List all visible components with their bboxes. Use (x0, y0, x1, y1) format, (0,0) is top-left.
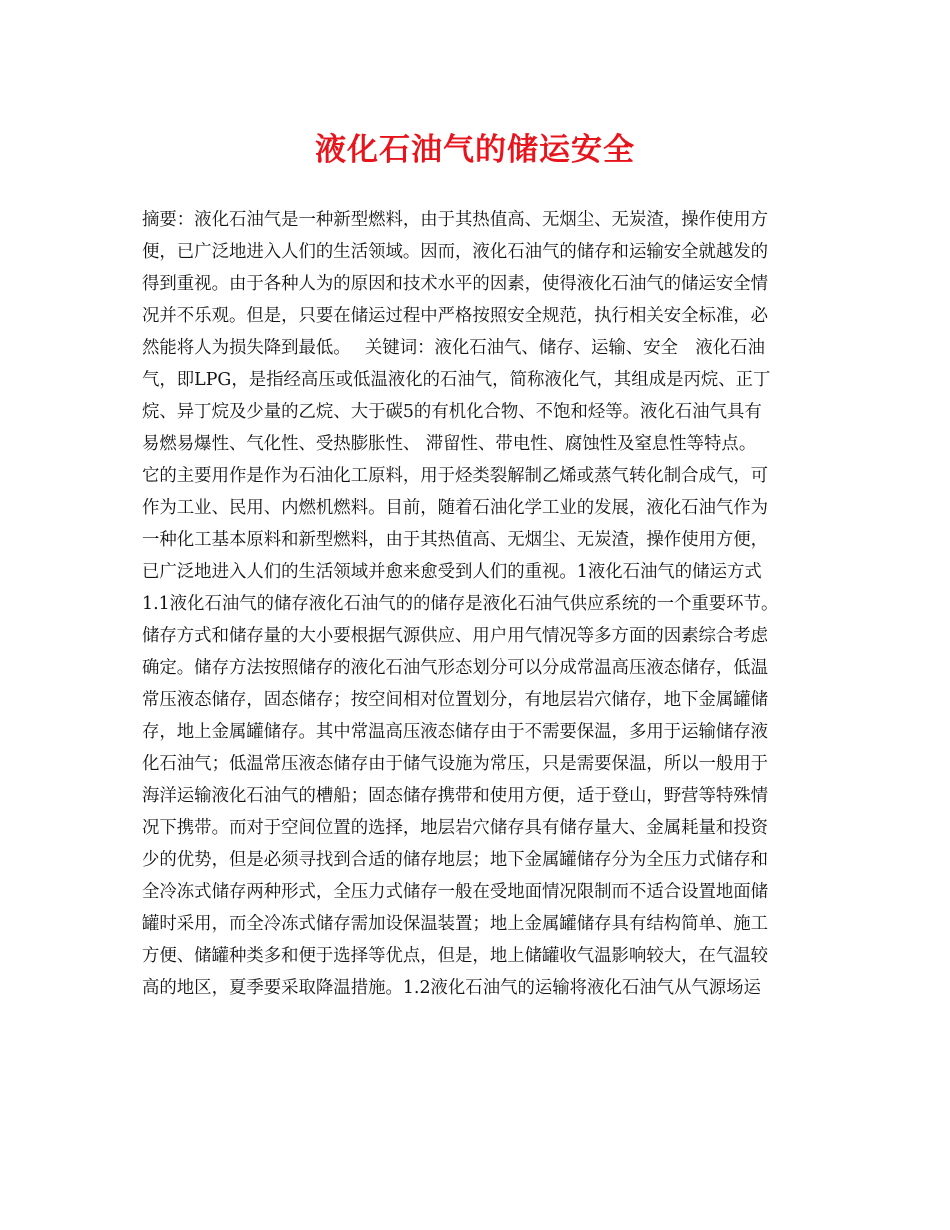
body-line: 已广泛地进入人们的生活领域并愈来愈受到人们的重视。1液化石油气的储运方式 (142, 562, 762, 582)
body-line: 摘要：液化石油气是一种新型燃料，由于其热值高、无烟尘、无炭渣，操作使用方 (142, 210, 769, 230)
body-line: 烷、异丁烷及少量的乙烷、大于碳5的有机化合物、不饱和烃等。液化石油气具有 (142, 402, 762, 422)
body-line: 海洋运输液化石油气的槽船；固态储存携带和使用方便，适于登山，野营等特殊情 (142, 786, 769, 806)
body-line: 常压液态储存，固态储存；按空间相对位置划分，有地层岩穴储存，地下金属罐储 (142, 690, 769, 710)
body-line: 储存方式和储存量的大小要根据气源供应、用户用气情况等多方面的因素综合考虑 (142, 626, 769, 646)
body-line: 少的优势，但是必须寻找到合适的储存地层；地下金属罐储存分为全压力式储存和 (142, 850, 769, 870)
body-line: 罐时采用，而全冷冻式储存需加设保温装置；地上金属罐储存具有结构简单、施工 (142, 914, 769, 934)
body-line: 况并不乐观。但是，只要在储运过程中严格按照安全规范，执行相关安全标准，必 (142, 306, 769, 326)
body-line: 化石油气；低温常压液态储存由于储气设施为常压，只是需要保温，所以一般用于 (142, 754, 769, 774)
document-title: 液化石油气的储运安全 (315, 132, 635, 168)
body-line: 存，地上金属罐储存。其中常温高压液态储存由于不需要保温，多用于运输储存液 (142, 722, 769, 742)
body-line: 全冷冻式储存两种形式，全压力式储存一般在受地面情况限制而不适合设置地面储 (142, 882, 769, 902)
body-line: 1.1液化石油气的储存液化石油气的的储存是液化石油气供应系统的一个重要环节。 (142, 594, 779, 614)
body-line: 方便、储罐种类多和便于选择等优点，但是，地上储罐收气温影响较大，在气温较 (142, 946, 769, 966)
body-line: 高的地区，夏季要采取降温措施。1.2液化石油气的运输将液化石油气从气源场运 (142, 978, 761, 998)
body-line: 它的主要用作是作为石油化工原料，用于烃类裂解制乙烯或蒸气转化制合成气，可 (142, 466, 769, 486)
body-line: 气，即LPG，是指经高压或低温液化的石油气，简称液化气，其组成是丙烷、正丁 (142, 370, 771, 390)
body-line: 得到重视。由于各种人为的原因和技术水平的因素，使得液化石油气的储运安全情 (142, 274, 769, 294)
body-line: 确定。储存方法按照储存的液化石油气形态划分可以分成常温高压液态储存，低温 (142, 658, 769, 678)
document-body (142, 204, 832, 1004)
body-line: 况下携带。而对于空间位置的选择，地层岩穴储存具有储存量大、金属耗量和投资 (142, 818, 769, 838)
body-line: 一种化工基本原料和新型燃料，由于其热值高、无烟尘、无炭渣，操作使用方便， (142, 530, 769, 550)
body-line: 易燃易爆性、气化性、受热膨胀性、 滞留性、带电性、腐蚀性及窒息性等特点。 (142, 434, 757, 454)
body-line: 便，已广泛地进入人们的生活领域。因而，液化石油气的储存和运输安全就越发的 (142, 242, 769, 262)
body-line: 然能将人为损失降到最低。 关键词：液化石油气、储存、运输、安全 液化石油 (142, 338, 765, 358)
body-line: 作为工业、民用、内燃机燃料。目前，随着石油化学工业的发展，液化石油气作为 (142, 498, 769, 518)
